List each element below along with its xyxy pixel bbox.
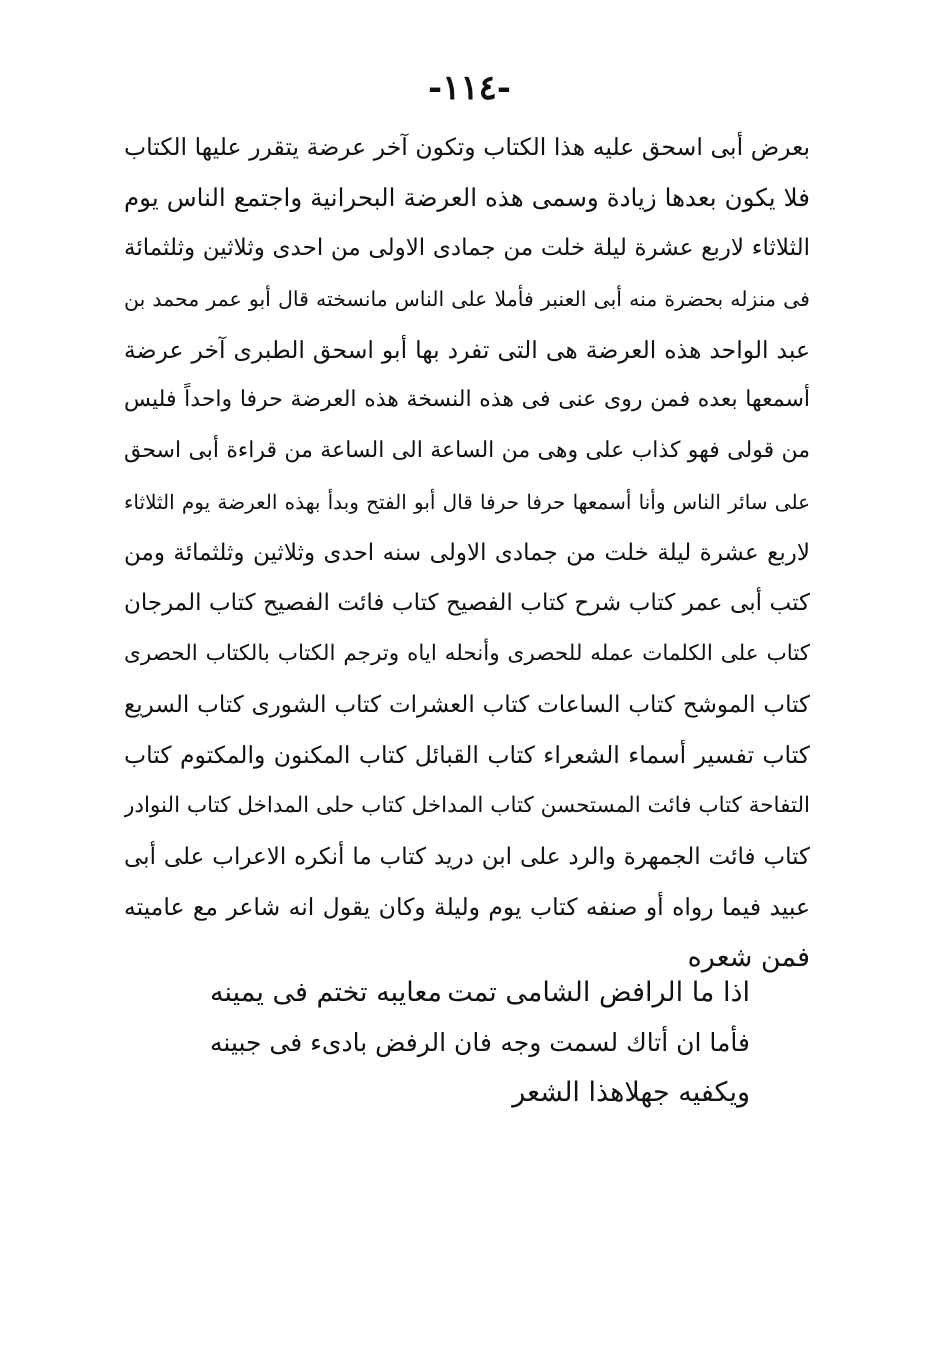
text-line-5: عبد الواحد هذه العرضة هى التى تفرد بها أبو اسحق الطبرى آخر عرضة (124, 335, 810, 364)
text-line-10: كتب أبى عمر كتاب شرح كتاب الفصيح كتاب فائت الفصيح كتاب المرجان (124, 590, 810, 617)
text-line-11: كتاب على الكلمات عمله للحصرى وأنحله اياه وترجم الكتاب بالكتاب الحصرى (124, 640, 810, 666)
verse-1-first-hemistich: اذا ما الرافض الشامى تمت (447, 977, 750, 1008)
text-line-15: كتاب فائت الجمهرة والرد على ابن دريد كتاب ما أنكره الاعراب على أبى (124, 843, 810, 870)
text-line-13: كتاب تفسير أسماء الشعراء كتاب القبائل كتاب المكنون والمكتوم كتاب (124, 741, 810, 770)
page-number: -١١٤- (427, 68, 512, 108)
body-text (124, 122, 810, 984)
text-line-1: بعرض أبى اسحق عليه هذا الكتاب وتكون آخر عرضة يتقرر عليها الكتاب (124, 133, 810, 161)
text-line-14: التفاحة كتاب فائت المستحسن كتاب المداخل كتاب حلى المداخل كتاب النوادر (124, 792, 810, 818)
text-line-6: أسمعها بعده فمن روى عنى فى هذه النسخة هذه العرضة حرفا واحداً فليس (124, 387, 810, 413)
verse-1-second-hemistich: معايبه تختم فى يمينه (210, 977, 442, 1008)
text-line-4: فى منزله بحضرة منه أبى العنبر فأملا على الناس مانسخته قال أبو عمر محمد بن (124, 287, 810, 312)
text-line-9: لاربع عشرة ليلة خلت من جمادى الاولى سنه احدى وثلاثين وثلثمائة ومن (124, 539, 810, 566)
text-line-8: على سائر الناس وأنا أسمعها حرفا حرفا قال أبو الفتح وبدأ بهذه العرضة يوم الثلاثاء (124, 489, 810, 514)
text-line-7: من قولى فهو كذاب على وهى من الساعة الى الساعة من قراءة أبى اسحق (124, 438, 810, 464)
text-line-12: كتاب الموشح كتاب الساعات كتاب العشرات كتاب الشورى كتاب السريع (124, 691, 810, 718)
text-line-2: فلا يكون بعدها زيادة وسمى هذه العرضة البحرانية واجتمع الناس يوم (124, 182, 810, 212)
poem-verse-1 (210, 968, 750, 1018)
text-line-17: فمن شعره (687, 942, 810, 973)
poem-note: ويكفيه جهلاهذا الشعر (512, 1077, 750, 1108)
text-line-16: عبيد فيما رواه أو صنفه كتاب يوم وليلة وكان يقول انه شاعر مع عاميته (124, 893, 810, 922)
poem-verse-2 (210, 1018, 750, 1068)
verse-2-second-hemistich: فان الرفض بادىء فى جبينه (210, 1028, 492, 1057)
poem (210, 968, 750, 1118)
text-line-3: الثلاثاء لاربع عشرة ليلة خلت من جمادى الاولى من احدى وثلاثين وثلثمائة (124, 235, 810, 262)
verse-2-first-hemistich: فأما ان أتاك لسمت وجه (500, 1028, 750, 1057)
